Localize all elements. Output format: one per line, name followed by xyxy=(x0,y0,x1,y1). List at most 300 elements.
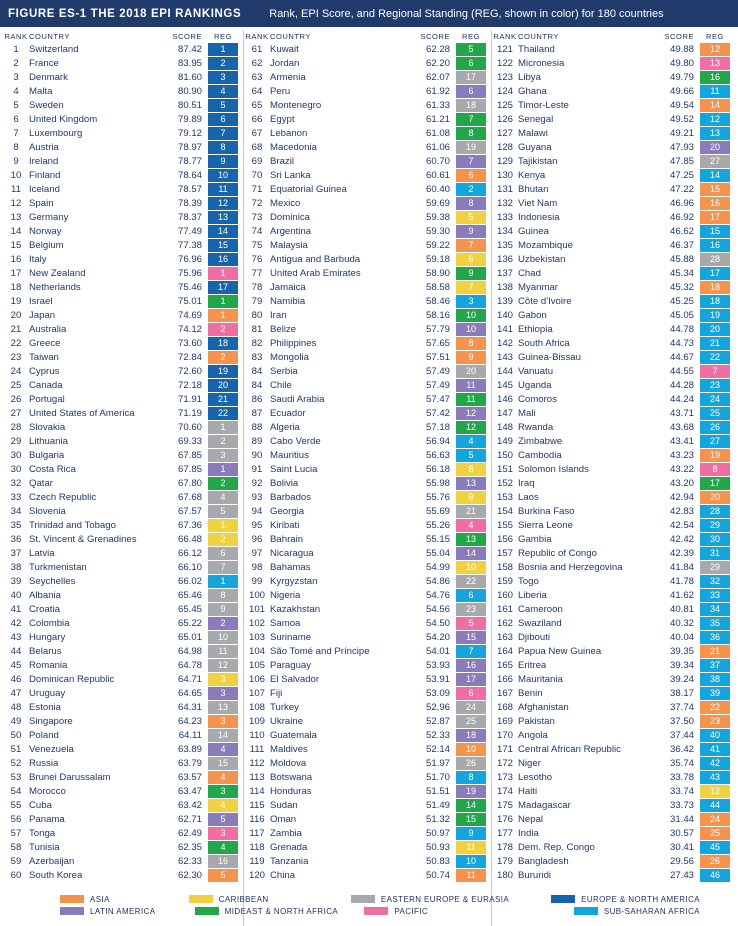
score-cell: 73.60 xyxy=(177,337,202,349)
reg-badge: 41 xyxy=(700,743,730,756)
table-row xyxy=(492,476,736,490)
score-cell: 45.34 xyxy=(669,267,694,279)
country-cell: Belgium xyxy=(29,239,64,251)
table-row xyxy=(492,434,736,448)
legend-swatch xyxy=(60,895,84,903)
table-row xyxy=(3,322,244,336)
country-cell: South Africa xyxy=(518,337,570,349)
score-cell: 45.88 xyxy=(669,253,694,265)
rank-cell: 14 xyxy=(10,225,22,237)
country-cell: Viet Nam xyxy=(518,197,558,209)
score-cell: 76.96 xyxy=(177,253,202,265)
score-cell: 78.57 xyxy=(177,183,202,195)
country-cell: Oman xyxy=(270,813,297,825)
table-row xyxy=(492,854,736,868)
table-row xyxy=(3,784,244,798)
country-cell: Central African Republic xyxy=(518,743,621,755)
rank-cell: 178 xyxy=(496,841,513,853)
reg-badge: 27 xyxy=(700,435,730,448)
country-cell: Saint Lucia xyxy=(270,463,318,475)
score-cell: 64.31 xyxy=(177,701,202,713)
reg-badge: 20 xyxy=(700,323,730,336)
rank-cell: 162 xyxy=(496,617,513,629)
legend-item-caribbean xyxy=(189,895,351,904)
reg-badge: 5 xyxy=(208,99,238,112)
reg-badge: 3 xyxy=(208,715,238,728)
country-cell: São Tomé and Príncipe xyxy=(270,645,370,657)
country-cell: Bhutan xyxy=(518,183,549,195)
country-cell: Zambia xyxy=(270,827,302,839)
reg-badge: 11 xyxy=(456,841,486,854)
score-cell: 57.42 xyxy=(425,407,450,419)
reg-badge: 32 xyxy=(700,575,730,588)
rank-cell: 76 xyxy=(251,253,263,265)
reg-badge: 10 xyxy=(456,743,486,756)
country-cell: Luxembourg xyxy=(29,127,83,139)
reg-badge: 14 xyxy=(456,547,486,560)
reg-badge: 5 xyxy=(208,813,238,826)
table-row xyxy=(492,224,736,238)
score-cell: 61.92 xyxy=(425,85,450,97)
table-row xyxy=(244,602,492,616)
rank-cell: 33 xyxy=(10,491,22,503)
reg-badge: 13 xyxy=(208,701,238,714)
table-row xyxy=(492,462,736,476)
score-cell: 50.93 xyxy=(425,841,450,853)
country-cell: Lesotho xyxy=(518,771,553,783)
rank-cell: 84 xyxy=(251,365,263,377)
country-cell: Vanuatu xyxy=(518,365,554,377)
table-row xyxy=(244,210,492,224)
table-row xyxy=(492,196,736,210)
country-cell: Georgia xyxy=(270,505,305,517)
score-cell: 80.90 xyxy=(177,85,202,97)
table-row xyxy=(3,308,244,322)
reg-badge: 18 xyxy=(700,281,730,294)
table-row xyxy=(3,294,244,308)
score-cell: 79.89 xyxy=(177,113,202,125)
rankings-rows xyxy=(3,42,244,882)
table-row xyxy=(3,756,244,770)
reg-badge: 13 xyxy=(456,533,486,546)
country-cell: Zimbabwe xyxy=(518,435,563,447)
country-cell: Ethiopia xyxy=(518,323,553,335)
rank-cell: 68 xyxy=(251,141,263,153)
reg-badge: 15 xyxy=(456,631,486,644)
reg-badge: 17 xyxy=(456,71,486,84)
score-cell: 62.28 xyxy=(425,43,450,55)
country-cell: Sierra Leone xyxy=(518,519,573,531)
reg-badge: 28 xyxy=(700,253,730,266)
reg-badge: 31 xyxy=(700,547,730,560)
rank-cell: 107 xyxy=(248,687,265,699)
table-row xyxy=(3,658,244,672)
table-row xyxy=(492,602,736,616)
table-row xyxy=(492,266,736,280)
country-cell: Samoa xyxy=(270,617,301,629)
reg-badge: 3 xyxy=(208,71,238,84)
table-row xyxy=(244,658,492,672)
country-cell: Chad xyxy=(518,267,541,279)
country-cell: Latvia xyxy=(29,547,55,559)
table-row xyxy=(3,812,244,826)
country-cell: Argentina xyxy=(270,225,312,237)
legend-label: LATIN AMERICA xyxy=(90,906,156,916)
reg-badge: 2 xyxy=(208,435,238,448)
rank-cell: 86 xyxy=(251,393,263,405)
score-cell: 42.94 xyxy=(669,491,694,503)
table-row xyxy=(244,266,492,280)
reg-badge: 8 xyxy=(208,589,238,602)
table-row xyxy=(492,630,736,644)
rank-cell: 120 xyxy=(248,869,265,881)
score-cell: 87.42 xyxy=(177,43,202,55)
table-row xyxy=(492,742,736,756)
reg-badge: 12 xyxy=(208,659,238,672)
country-cell: Pakistan xyxy=(518,715,555,727)
country-cell: Ghana xyxy=(518,85,547,97)
reg-badge: 46 xyxy=(700,869,730,882)
country-cell: Montenegro xyxy=(270,99,322,111)
country-cell: South Korea xyxy=(29,869,83,881)
score-cell: 60.61 xyxy=(425,169,450,181)
country-cell: Sweden xyxy=(29,99,64,111)
score-cell: 77.49 xyxy=(177,225,202,237)
table-row xyxy=(492,700,736,714)
country-cell: Thailand xyxy=(518,43,555,55)
score-cell: 75.46 xyxy=(177,281,202,293)
score-cell: 62.30 xyxy=(177,869,202,881)
table-row xyxy=(492,252,736,266)
country-cell: Canada xyxy=(29,379,63,391)
table-row xyxy=(492,826,736,840)
reg-badge: 4 xyxy=(456,519,486,532)
country-cell: Estonia xyxy=(29,701,61,713)
table-row xyxy=(3,378,244,392)
country-cell: Kazakhstan xyxy=(270,603,321,615)
reg-badge: 34 xyxy=(700,603,730,616)
score-cell: 75.01 xyxy=(177,295,202,307)
score-cell: 58.58 xyxy=(425,281,450,293)
score-cell: 59.69 xyxy=(425,197,450,209)
table-row xyxy=(244,756,492,770)
table-row xyxy=(244,504,492,518)
table-row xyxy=(492,238,736,252)
country-cell: Papua New Guinea xyxy=(518,645,602,657)
rank-cell: 123 xyxy=(496,71,513,83)
header-score: SCORE xyxy=(664,31,694,41)
score-cell: 43.68 xyxy=(669,421,694,433)
reg-badge: 7 xyxy=(456,645,486,658)
title-bar xyxy=(0,0,738,27)
country-cell: Guinea xyxy=(518,225,549,237)
rank-cell: 10 xyxy=(10,169,22,181)
rank-cell: 79 xyxy=(251,295,263,307)
country-cell: Azerbaijan xyxy=(29,855,75,867)
score-cell: 77.38 xyxy=(177,239,202,251)
table-row xyxy=(244,98,492,112)
country-cell: Barbados xyxy=(270,491,312,503)
country-cell: Liberia xyxy=(518,589,547,601)
reg-badge: 4 xyxy=(208,743,238,756)
country-cell: Bahrain xyxy=(270,533,304,545)
table-row xyxy=(492,308,736,322)
table-row xyxy=(492,532,736,546)
country-cell: Turkey xyxy=(270,701,299,713)
score-cell: 55.04 xyxy=(425,547,450,559)
reg-badge: 26 xyxy=(456,757,486,770)
reg-badge: 12 xyxy=(456,407,486,420)
rank-cell: 51 xyxy=(10,743,22,755)
rank-cell: 59 xyxy=(10,855,22,867)
reg-badge: 20 xyxy=(700,141,730,154)
rank-cell: 84 xyxy=(251,379,263,391)
country-cell: Egypt xyxy=(270,113,295,125)
score-cell: 61.06 xyxy=(425,141,450,153)
table-row xyxy=(492,588,736,602)
reg-badge: 25 xyxy=(700,407,730,420)
country-cell: Afghanistan xyxy=(518,701,569,713)
reg-badge: 12 xyxy=(456,421,486,434)
country-cell: Laos xyxy=(518,491,539,503)
score-cell: 33.73 xyxy=(669,799,694,811)
legend-label: EASTERN EUROPE & EURASIA xyxy=(380,894,510,904)
rank-cell: 163 xyxy=(496,631,513,643)
reg-badge: 4 xyxy=(208,771,238,784)
table-row xyxy=(3,742,244,756)
rank-cell: 71 xyxy=(251,183,263,195)
rank-cell: 109 xyxy=(248,715,265,727)
score-cell: 54.01 xyxy=(425,645,450,657)
country-cell: Algeria xyxy=(270,421,300,433)
score-cell: 59.38 xyxy=(425,211,450,223)
score-cell: 55.26 xyxy=(425,519,450,531)
table-row xyxy=(244,812,492,826)
rank-cell: 6 xyxy=(13,113,19,125)
rank-cell: 168 xyxy=(496,701,513,713)
rank-cell: 165 xyxy=(496,659,513,671)
rank-cell: 46 xyxy=(10,673,22,685)
legend-swatch xyxy=(364,907,388,915)
country-cell: Namibia xyxy=(270,295,306,307)
reg-badge: 12 xyxy=(700,113,730,126)
header-country: COUNTRY xyxy=(270,31,311,41)
reg-badge: 5 xyxy=(456,211,486,224)
table-row xyxy=(244,140,492,154)
header-rank: RANK xyxy=(4,31,28,41)
rank-cell: 5 xyxy=(13,99,19,111)
reg-badge: 1 xyxy=(208,309,238,322)
table-row xyxy=(244,196,492,210)
score-cell: 57.49 xyxy=(425,379,450,391)
country-cell: New Zealand xyxy=(29,267,86,279)
table-row xyxy=(492,336,736,350)
reg-badge: 9 xyxy=(456,827,486,840)
legend-item-pacific xyxy=(364,907,574,916)
reg-badge: 1 xyxy=(208,43,238,56)
score-cell: 55.76 xyxy=(425,491,450,503)
rank-cell: 66 xyxy=(251,113,263,125)
rank-cell: 151 xyxy=(496,463,513,475)
rank-cell: 41 xyxy=(10,603,22,615)
rank-cell: 114 xyxy=(249,785,265,797)
reg-badge: 8 xyxy=(456,127,486,140)
score-cell: 67.85 xyxy=(177,463,202,475)
reg-badge: 10 xyxy=(456,561,486,574)
reg-badge: 43 xyxy=(700,771,730,784)
reg-badge: 13 xyxy=(456,477,486,490)
table-row xyxy=(3,826,244,840)
table-row xyxy=(244,364,492,378)
table-row xyxy=(3,616,244,630)
legend-item-latin_america xyxy=(60,907,195,916)
country-cell: Burkina Faso xyxy=(518,505,575,517)
score-cell: 51.32 xyxy=(425,813,450,825)
rank-cell: 57 xyxy=(10,827,22,839)
score-cell: 67.68 xyxy=(177,491,202,503)
score-cell: 49.88 xyxy=(669,43,694,55)
table-row xyxy=(3,182,244,196)
country-cell: Serbia xyxy=(270,365,298,377)
rank-cell: 131 xyxy=(496,183,513,195)
rank-cell: 142 xyxy=(496,337,513,349)
table-row xyxy=(492,728,736,742)
rank-cell: 118 xyxy=(249,841,265,853)
score-cell: 47.85 xyxy=(669,155,694,167)
region-legend xyxy=(60,893,700,917)
reg-badge: 16 xyxy=(700,71,730,84)
rank-cell: 105 xyxy=(248,659,265,671)
country-cell: Moldova xyxy=(270,757,307,769)
table-row xyxy=(3,546,244,560)
table-row xyxy=(492,574,736,588)
score-cell: 62.07 xyxy=(425,71,450,83)
reg-badge: 9 xyxy=(208,603,238,616)
table-row xyxy=(244,84,492,98)
score-cell: 63.47 xyxy=(177,785,202,797)
rank-cell: 77 xyxy=(251,267,263,279)
rank-cell: 171 xyxy=(496,743,513,755)
reg-badge: 7 xyxy=(208,561,238,574)
table-row xyxy=(3,448,244,462)
table-row xyxy=(244,784,492,798)
country-cell: Solomon Islands xyxy=(518,463,589,475)
reg-badge: 15 xyxy=(456,813,486,826)
reg-badge: 15 xyxy=(208,757,238,770)
score-cell: 61.08 xyxy=(425,127,450,139)
score-cell: 57.47 xyxy=(425,393,450,405)
reg-badge: 9 xyxy=(456,225,486,238)
country-cell: Belize xyxy=(270,323,297,335)
reg-badge: 10 xyxy=(456,323,486,336)
column-header xyxy=(3,30,244,42)
score-cell: 37.74 xyxy=(669,701,694,713)
rank-cell: 112 xyxy=(249,757,265,769)
rank-cell: 8 xyxy=(13,141,19,153)
table-row xyxy=(3,588,244,602)
score-cell: 54.20 xyxy=(425,631,450,643)
rank-cell: 43 xyxy=(10,631,22,643)
rank-cell: 56 xyxy=(10,813,22,825)
rank-cell: 145 xyxy=(496,379,513,391)
rank-cell: 26 xyxy=(10,393,22,405)
reg-badge: 8 xyxy=(456,337,486,350)
table-row xyxy=(3,868,244,882)
score-cell: 60.70 xyxy=(425,155,450,167)
rank-cell: 58 xyxy=(10,841,22,853)
country-cell: India xyxy=(518,827,539,839)
country-cell: Comoros xyxy=(518,393,557,405)
score-cell: 72.84 xyxy=(177,351,202,363)
table-row xyxy=(244,826,492,840)
score-cell: 43.20 xyxy=(669,477,694,489)
country-cell: Morocco xyxy=(29,785,66,797)
score-cell: 54.50 xyxy=(425,617,450,629)
score-cell: 39.35 xyxy=(669,645,694,657)
table-row xyxy=(244,574,492,588)
rank-cell: 117 xyxy=(249,827,265,839)
rank-cell: 9 xyxy=(13,155,19,167)
score-cell: 57.51 xyxy=(425,351,450,363)
country-cell: Djibouti xyxy=(518,631,550,643)
rank-cell: 12 xyxy=(10,197,22,209)
rank-cell: 91 xyxy=(251,463,263,475)
country-cell: Fiji xyxy=(270,687,283,699)
table-row xyxy=(492,42,736,56)
table-row xyxy=(492,784,736,798)
rank-cell: 138 xyxy=(496,281,513,293)
reg-badge: 19 xyxy=(700,309,730,322)
rank-cell: 63 xyxy=(251,71,263,83)
reg-badge: 6 xyxy=(456,253,486,266)
reg-badge: 23 xyxy=(700,715,730,728)
rank-cell: 61 xyxy=(251,43,263,55)
reg-badge: 11 xyxy=(208,183,238,196)
header-country: COUNTRY xyxy=(518,31,559,41)
reg-badge: 23 xyxy=(700,379,730,392)
country-cell: Micronesia xyxy=(518,57,565,69)
country-cell: Nepal xyxy=(518,813,544,825)
score-cell: 47.25 xyxy=(669,169,694,181)
score-cell: 66.48 xyxy=(177,533,202,545)
country-cell: Cuba xyxy=(29,799,52,811)
table-row xyxy=(492,280,736,294)
reg-badge: 17 xyxy=(700,477,730,490)
score-cell: 49.54 xyxy=(669,99,694,111)
score-cell: 74.69 xyxy=(177,309,202,321)
score-cell: 52.33 xyxy=(425,729,450,741)
table-row xyxy=(3,56,244,70)
rank-cell: 125 xyxy=(496,99,513,111)
reg-badge: 23 xyxy=(456,603,486,616)
table-row xyxy=(3,462,244,476)
rank-cell: 80 xyxy=(251,309,263,321)
score-cell: 59.30 xyxy=(425,225,450,237)
country-cell: Portugal xyxy=(29,393,65,405)
reg-badge: 2 xyxy=(456,183,486,196)
country-cell: Cabo Verde xyxy=(270,435,321,447)
country-cell: Spain xyxy=(29,197,54,209)
country-cell: Angola xyxy=(518,729,548,741)
rank-cell: 170 xyxy=(496,729,513,741)
score-cell: 62.71 xyxy=(177,813,202,825)
reg-badge: 1 xyxy=(208,421,238,434)
rank-cell: 30 xyxy=(10,463,22,475)
reg-badge: 6 xyxy=(456,169,486,182)
table-row xyxy=(492,672,736,686)
score-cell: 58.46 xyxy=(425,295,450,307)
rank-cell: 164 xyxy=(496,645,513,657)
